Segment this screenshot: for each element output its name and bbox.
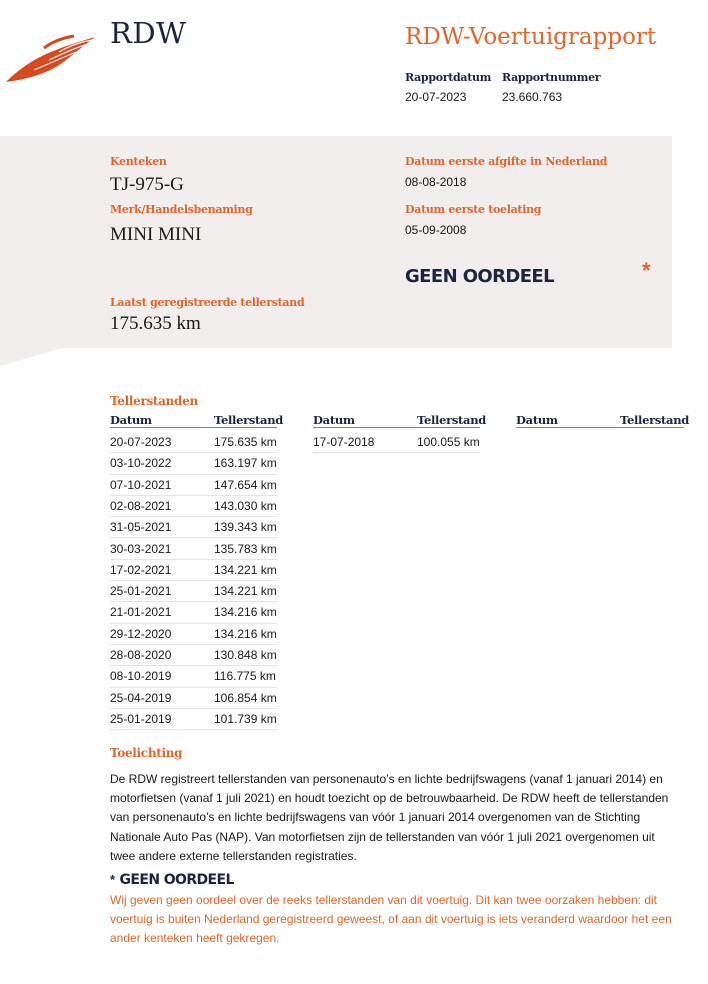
kenteken-value: TJ-975-G — [110, 174, 184, 195]
table-row — [110, 708, 277, 730]
row-datum: 21-01-2021 — [110, 605, 172, 620]
row-tellerstand: 139.343 km — [214, 520, 277, 535]
rdw-logo-icon — [4, 34, 96, 86]
rapportdatum-value: 20-07-2023 — [405, 90, 467, 104]
row-tellerstand: 106.854 km — [214, 690, 277, 705]
col3-datum-header: Datum — [516, 413, 558, 427]
brand-name: RDW — [110, 16, 187, 50]
toelichting-title: Toelichting — [110, 746, 183, 760]
col3-header-rule — [516, 427, 684, 428]
row-datum: 07-10-2021 — [110, 477, 172, 492]
row-tellerstand: 130.848 km — [214, 648, 277, 662]
row-datum: 25-01-2021 — [110, 584, 172, 599]
table-row — [110, 687, 277, 709]
table-row — [110, 644, 277, 666]
table-row — [110, 495, 277, 517]
afgifte-value: 08-08-2018 — [405, 175, 467, 189]
note-star: * — [110, 872, 116, 887]
tellerstanden-title: Tellerstanden — [110, 394, 198, 408]
col1-header-rule — [110, 427, 277, 428]
report-title: RDW-Voertuigrapport — [405, 24, 657, 50]
teller-label: Laatst geregistreerde tellerstand — [110, 296, 305, 309]
table-row — [110, 431, 277, 453]
table-row — [110, 516, 277, 538]
row-datum: 17-07-2018 — [313, 435, 375, 449]
row-datum: 25-01-2019 — [110, 711, 172, 726]
table-row — [110, 452, 277, 474]
row-datum: 30-03-2021 — [110, 541, 172, 556]
afgifte-label: Datum eerste afgifte in Nederland — [405, 155, 608, 168]
table-row — [110, 559, 277, 581]
table-row — [110, 665, 277, 687]
row-tellerstand: 100.055 km — [417, 435, 480, 449]
kenteken-label: Kenteken — [110, 155, 167, 168]
row-tellerstand: 116.775 km — [214, 669, 276, 684]
row-datum: 02-08-2021 — [110, 498, 172, 513]
col3-tellerstand-header: Tellerstand — [620, 413, 690, 427]
panel-notch — [0, 348, 62, 366]
row-datum: 20-07-2023 — [110, 435, 172, 449]
row-datum: 31-05-2021 — [110, 520, 172, 535]
note-body: Wij geven geen oordeel over de reeks tellerstanden van dit voertuig. Dit kan twee oorzaken hebben: dit voertuig is buiten Nederland geregistreerd geweest, of aan dit voertuig is iets veranderd waardoor het een ander kenteken heeft gekregen. — [110, 893, 672, 946]
merk-value: MINI MINI — [110, 224, 202, 245]
teller-value: 175.635 km — [110, 313, 201, 334]
row-tellerstand: 134.216 km — [214, 626, 277, 641]
row-tellerstand: 134.216 km — [214, 605, 277, 620]
row-datum: 08-10-2019 — [110, 669, 172, 684]
col2-tellerstand-header: Tellerstand — [417, 413, 487, 427]
row-tellerstand: 147.654 km — [214, 477, 277, 492]
rapportnummer-value: 23.660.763 — [502, 90, 563, 104]
row-tellerstand: 134.221 km — [214, 584, 277, 599]
table-row — [110, 580, 277, 602]
row-datum: 28-08-2020 — [110, 648, 172, 662]
table-row — [110, 623, 277, 645]
table-row — [313, 431, 480, 453]
rapportdatum-label: Rapportdatum — [405, 71, 492, 84]
toelating-value: 05-09-2008 — [405, 223, 467, 237]
merk-label: Merk/Handelsbenaming — [110, 203, 253, 216]
row-tellerstand: 135.783 km — [214, 541, 277, 556]
row-tellerstand: 134.221 km — [214, 562, 277, 577]
table-row — [110, 474, 277, 496]
col2-header-rule — [313, 427, 480, 428]
rapportnummer-label: Rapportnummer — [502, 71, 601, 84]
table-row — [110, 538, 277, 560]
row-tellerstand: 163.197 km — [214, 456, 277, 471]
col1-datum-header: Datum — [110, 413, 152, 427]
row-datum: 25-04-2019 — [110, 690, 172, 705]
note-title: GEEN OORDEEL — [119, 872, 234, 888]
col2-datum-header: Datum — [313, 413, 355, 427]
table-row — [110, 601, 277, 623]
verdict-star: * — [642, 258, 651, 283]
note-heading — [110, 871, 234, 889]
row-datum: 03-10-2022 — [110, 456, 172, 471]
verdict-status: GEEN OORDEEL — [405, 266, 554, 287]
row-tellerstand: 175.635 km — [214, 435, 277, 449]
row-tellerstand: 143.030 km — [214, 498, 277, 513]
row-datum: 17-02-2021 — [110, 562, 172, 577]
col1-tellerstand-header: Tellerstand — [214, 413, 284, 427]
toelichting-body: De RDW registreert tellerstanden van personenauto’s en lichte bedrijfswagens (vanaf 1 januari 2014) en motorfietsen (vanaf 1 juli 2021) en houdt toezicht op de betrouwbaarheid. De RDW heeft de tellerstanden van personenauto’s en lichte bedrijfswagens van vóór 1 januari 2014 overgenomen van de Stichting Nationale Auto Pas (NAP). Van motorfietsen zijn de tellerstanden van vóór 1 juli 2021 overgenomen uit twee andere externe tellerstanden registraties. — [110, 772, 669, 863]
row-datum: 29-12-2020 — [110, 626, 172, 641]
toelating-label: Datum eerste toelating — [405, 203, 542, 216]
row-tellerstand: 101.739 km — [214, 711, 277, 726]
